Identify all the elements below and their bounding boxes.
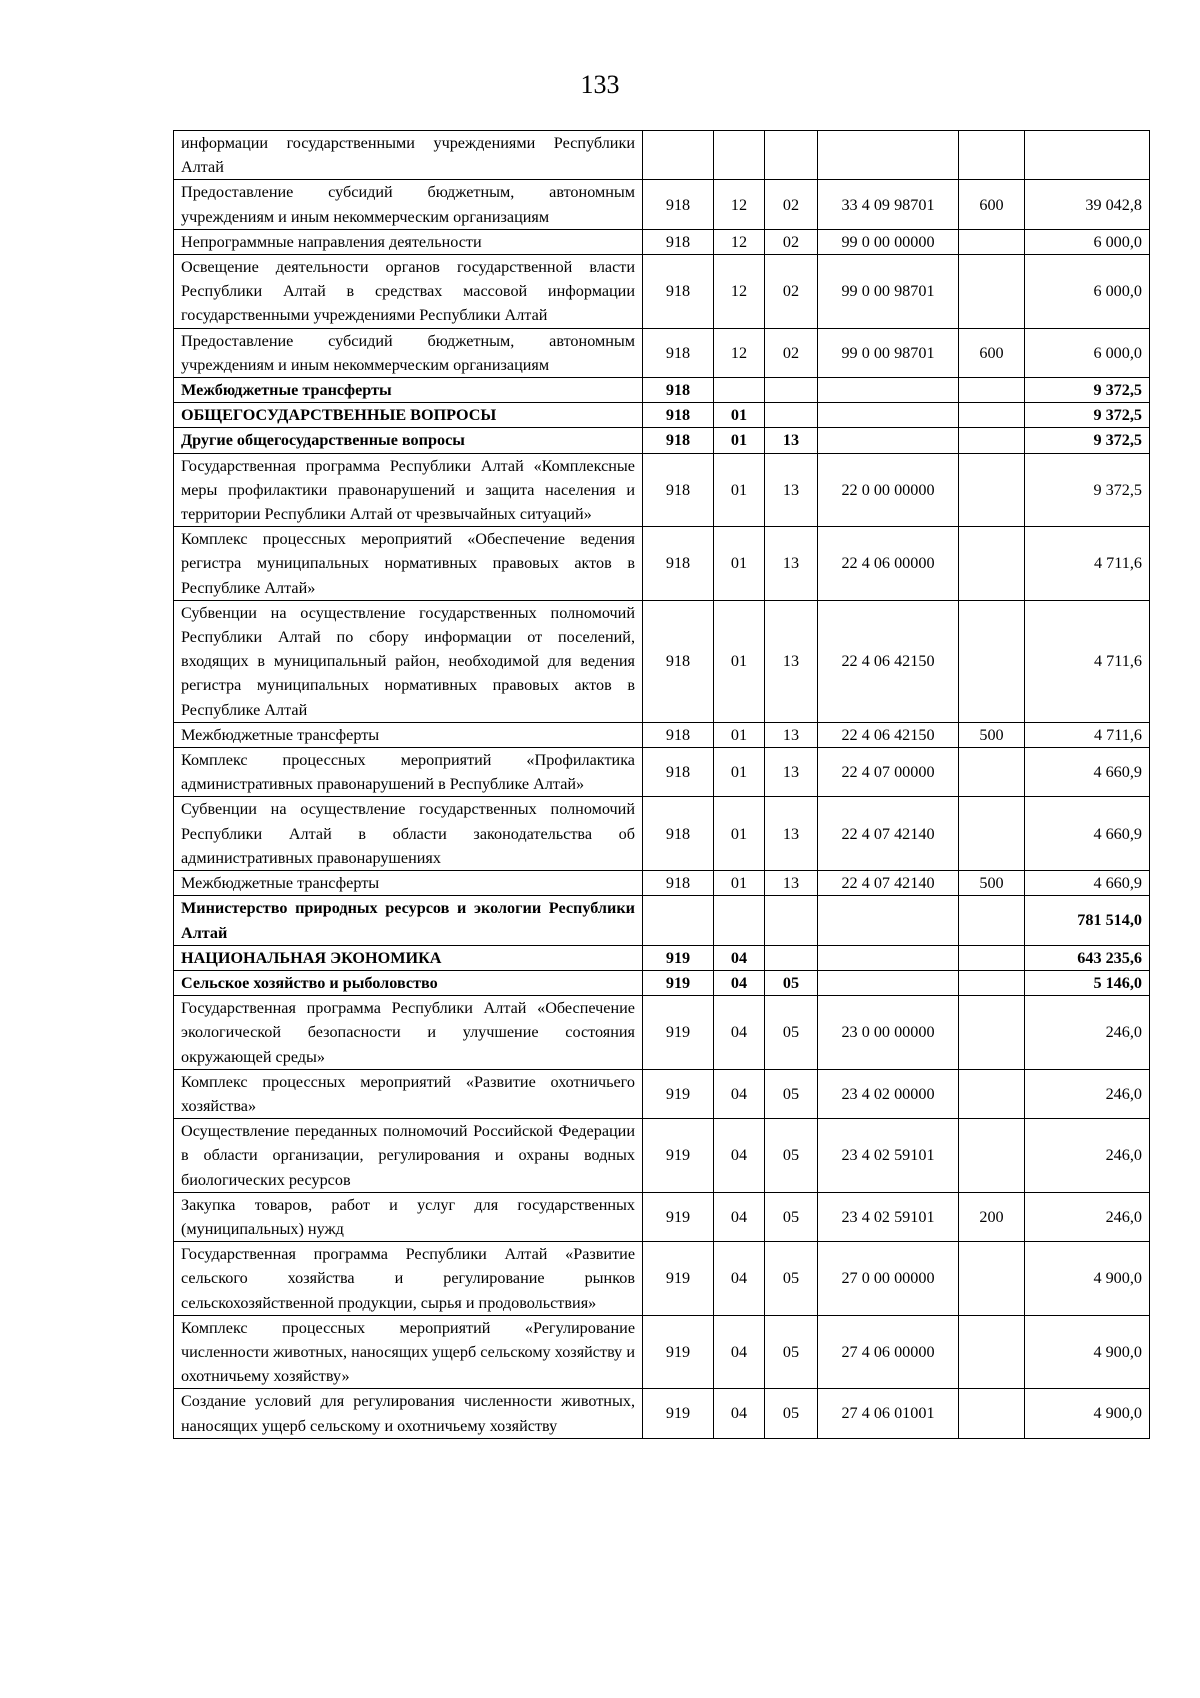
table-row (174, 1192, 1150, 1241)
target-article-cell (818, 428, 959, 453)
expense-name-cell: Осуществление переданных полномочий Российской Федерации в области организации, регулирования и охраны водных биологических ресурсов (174, 1119, 643, 1193)
table-row (174, 328, 1150, 377)
expense-name-cell: Государственная программа Республики Алтай «Развитие сельского хозяйства и регулирование рынков сельскохозяйственной продукции, сырья и продовольствия» (174, 1242, 643, 1316)
ministry-code-cell: 919 (643, 1192, 714, 1241)
ministry-code-cell: 918 (643, 527, 714, 601)
expense-type-cell (959, 1315, 1025, 1389)
section-code-cell: 04 (714, 970, 765, 995)
ministry-code-cell: 918 (643, 453, 714, 527)
subsection-code-cell: 05 (765, 1242, 818, 1316)
expense-type-cell (959, 748, 1025, 797)
expense-type-cell: 500 (959, 722, 1025, 747)
ministry-code-cell: 918 (643, 748, 714, 797)
subsection-code-cell: 05 (765, 1192, 818, 1241)
section-code-cell (714, 896, 765, 945)
expense-type-cell (959, 403, 1025, 428)
subsection-code-cell: 05 (765, 1389, 818, 1438)
table-row (174, 453, 1150, 527)
expense-name-cell: Предоставление субсидий бюджетным, автономным учреждениям и иным некоммерческим организациям (174, 328, 643, 377)
ministry-code-cell: 919 (643, 1069, 714, 1118)
expense-name-cell: Освещение деятельности органов государственной власти Республики Алтай в средствах массовой информации государственными учреждениями Республики Алтай (174, 255, 643, 329)
expense-type-cell (959, 1242, 1025, 1316)
table-row (174, 722, 1150, 747)
section-code-cell: 04 (714, 1069, 765, 1118)
section-code-cell: 01 (714, 722, 765, 747)
amount-cell: 4 900,0 (1025, 1315, 1150, 1389)
ministry-code-cell: 919 (643, 1389, 714, 1438)
expense-name-cell: Непрограммные направления деятельности (174, 229, 643, 254)
subsection-code-cell: 02 (765, 328, 818, 377)
table-row (174, 896, 1150, 945)
ministry-code-cell (643, 896, 714, 945)
table-row (174, 1069, 1150, 1118)
table-row (174, 1315, 1150, 1389)
amount-cell: 9 372,5 (1025, 403, 1150, 428)
target-article-cell: 99 0 00 00000 (818, 229, 959, 254)
amount-cell: 4 711,6 (1025, 600, 1150, 722)
table-row (174, 748, 1150, 797)
expense-name-cell: Государственная программа Республики Алтай «Обеспечение экологической безопасности и улучшение состояния окружающей среды» (174, 996, 643, 1070)
target-article-cell: 22 4 07 42140 (818, 797, 959, 871)
expense-type-cell (959, 428, 1025, 453)
table-row (174, 527, 1150, 601)
expense-name-cell: ОБЩЕГОСУДАРСТВЕННЫЕ ВОПРОСЫ (174, 403, 643, 428)
ministry-code-cell: 918 (643, 871, 714, 896)
amount-cell: 4 900,0 (1025, 1389, 1150, 1438)
target-article-cell: 27 4 06 01001 (818, 1389, 959, 1438)
subsection-code-cell: 13 (765, 871, 818, 896)
subsection-code-cell: 02 (765, 180, 818, 229)
ministry-code-cell: 918 (643, 378, 714, 403)
expense-name-cell: Комплекс процессных мероприятий «Профилактика административных правонарушений в Республике Алтай» (174, 748, 643, 797)
section-code-cell: 01 (714, 600, 765, 722)
amount-cell: 4 660,9 (1025, 797, 1150, 871)
section-code-cell: 01 (714, 428, 765, 453)
target-article-cell (818, 896, 959, 945)
section-code-cell: 01 (714, 403, 765, 428)
target-article-cell (818, 378, 959, 403)
amount-cell: 246,0 (1025, 1119, 1150, 1193)
ministry-code-cell: 918 (643, 229, 714, 254)
amount-cell: 4 900,0 (1025, 1242, 1150, 1316)
ministry-code-cell: 919 (643, 996, 714, 1070)
amount-cell: 6 000,0 (1025, 255, 1150, 329)
expense-name-cell: Закупка товаров, работ и услуг для государственных (муниципальных) нужд (174, 1192, 643, 1241)
table-row (174, 1242, 1150, 1316)
page-number: 133 (580, 70, 620, 99)
amount-cell: 9 372,5 (1025, 453, 1150, 527)
section-code-cell: 01 (714, 453, 765, 527)
expense-name-cell: Межбюджетные трансферты (174, 378, 643, 403)
table-row (174, 378, 1150, 403)
expense-type-cell: 600 (959, 180, 1025, 229)
subsection-code-cell: 13 (765, 722, 818, 747)
subsection-code-cell (765, 896, 818, 945)
subsection-code-cell: 13 (765, 600, 818, 722)
table-row (174, 1389, 1150, 1438)
table-row (174, 428, 1150, 453)
subsection-code-cell (765, 945, 818, 970)
expense-name-cell: Сельское хозяйство и рыболовство (174, 970, 643, 995)
table-row (174, 403, 1150, 428)
amount-cell: 39 042,8 (1025, 180, 1150, 229)
expense-name-cell: Субвенции на осуществление государственных полномочий Республики Алтай в области законодательства об административных правонарушениях (174, 797, 643, 871)
expense-name-cell: Комплекс процессных мероприятий «Регулирование численности животных, наносящих ущерб сельскому хозяйству и охотничьему хозяйству» (174, 1315, 643, 1389)
ministry-code-cell: 918 (643, 722, 714, 747)
expense-type-cell (959, 131, 1025, 180)
table-row (174, 945, 1150, 970)
expense-type-cell (959, 996, 1025, 1070)
subsection-code-cell: 13 (765, 748, 818, 797)
amount-cell: 781 514,0 (1025, 896, 1150, 945)
expense-name-cell: НАЦИОНАЛЬНАЯ ЭКОНОМИКА (174, 945, 643, 970)
ministry-code-cell: 919 (643, 970, 714, 995)
section-code-cell: 04 (714, 1242, 765, 1316)
ministry-code-cell: 918 (643, 180, 714, 229)
subsection-code-cell (765, 403, 818, 428)
target-article-cell: 33 4 09 98701 (818, 180, 959, 229)
ministry-code-cell: 918 (643, 328, 714, 377)
expense-name-cell: Создание условий для регулирования численности животных, наносящих ущерб сельскому и охотничьему хозяйству (174, 1389, 643, 1438)
section-code-cell: 04 (714, 1192, 765, 1241)
ministry-code-cell: 918 (643, 403, 714, 428)
section-code-cell: 12 (714, 229, 765, 254)
table-row (174, 970, 1150, 995)
table-row (174, 229, 1150, 254)
expense-name-cell: информации государственными учреждениями Республики Алтай (174, 131, 643, 180)
subsection-code-cell: 13 (765, 797, 818, 871)
amount-cell: 9 372,5 (1025, 378, 1150, 403)
section-code-cell: 04 (714, 945, 765, 970)
expense-name-cell: Министерство природных ресурсов и экологии Республики Алтай (174, 896, 643, 945)
expense-name-cell: Государственная программа Республики Алтай «Комплексные меры профилактики правонарушений и защита населения и территории Республики Алтай от чрезвычайных ситуаций» (174, 453, 643, 527)
table-row (174, 871, 1150, 896)
section-code-cell: 12 (714, 180, 765, 229)
ministry-code-cell: 919 (643, 945, 714, 970)
target-article-cell (818, 945, 959, 970)
table-row (174, 1119, 1150, 1193)
ministry-code-cell: 919 (643, 1119, 714, 1193)
table-row (174, 180, 1150, 229)
subsection-code-cell: 05 (765, 970, 818, 995)
subsection-code-cell: 13 (765, 453, 818, 527)
expense-name-cell: Межбюджетные трансферты (174, 722, 643, 747)
ministry-code-cell: 918 (643, 255, 714, 329)
expense-type-cell (959, 797, 1025, 871)
amount-cell: 246,0 (1025, 996, 1150, 1070)
section-code-cell: 01 (714, 748, 765, 797)
subsection-code-cell: 05 (765, 1119, 818, 1193)
subsection-code-cell: 02 (765, 229, 818, 254)
amount-cell: 6 000,0 (1025, 328, 1150, 377)
expense-type-cell: 200 (959, 1192, 1025, 1241)
target-article-cell: 23 4 02 00000 (818, 1069, 959, 1118)
section-code-cell: 01 (714, 797, 765, 871)
amount-cell: 5 146,0 (1025, 970, 1150, 995)
section-code-cell: 04 (714, 1119, 765, 1193)
expense-name-cell: Комплекс процессных мероприятий «Обеспечение ведения регистра муниципальных нормативных правовых актов в Республике Алтай» (174, 527, 643, 601)
expense-type-cell (959, 229, 1025, 254)
section-code-cell: 01 (714, 871, 765, 896)
ministry-code-cell: 918 (643, 600, 714, 722)
subsection-code-cell: 13 (765, 527, 818, 601)
target-article-cell: 27 0 00 00000 (818, 1242, 959, 1316)
target-article-cell: 23 4 02 59101 (818, 1119, 959, 1193)
expense-type-cell: 500 (959, 871, 1025, 896)
subsection-code-cell: 05 (765, 1069, 818, 1118)
target-article-cell (818, 970, 959, 995)
table-row (174, 797, 1150, 871)
amount-cell: 9 372,5 (1025, 428, 1150, 453)
subsection-code-cell (765, 131, 818, 180)
ministry-code-cell: 918 (643, 428, 714, 453)
table-row (174, 131, 1150, 180)
amount-cell: 6 000,0 (1025, 229, 1150, 254)
target-article-cell: 99 0 00 98701 (818, 255, 959, 329)
amount-cell: 4 660,9 (1025, 871, 1150, 896)
expense-name-cell: Субвенции на осуществление государственных полномочий Республики Алтай по сбору информации от поселений, входящих в муниципальный район, необходимой для ведения регистра муниципальных нормативных правовых актов в Республике Алтай (174, 600, 643, 722)
ministry-code-cell: 919 (643, 1242, 714, 1316)
section-code-cell: 12 (714, 328, 765, 377)
expense-type-cell (959, 896, 1025, 945)
section-code-cell: 01 (714, 527, 765, 601)
amount-cell: 4 711,6 (1025, 527, 1150, 601)
expense-type-cell (959, 527, 1025, 601)
amount-cell: 4 660,9 (1025, 748, 1150, 797)
target-article-cell: 22 0 00 00000 (818, 453, 959, 527)
expense-type-cell (959, 1069, 1025, 1118)
expense-type-cell (959, 600, 1025, 722)
section-code-cell: 12 (714, 255, 765, 329)
target-article-cell: 23 4 02 59101 (818, 1192, 959, 1241)
target-article-cell: 99 0 00 98701 (818, 328, 959, 377)
section-code-cell: 04 (714, 996, 765, 1070)
target-article-cell: 27 4 06 00000 (818, 1315, 959, 1389)
expense-name-cell: Предоставление субсидий бюджетным, автономным учреждениям и иным некоммерческим организациям (174, 180, 643, 229)
amount-cell: 643 235,6 (1025, 945, 1150, 970)
subsection-code-cell: 13 (765, 428, 818, 453)
table-row (174, 600, 1150, 722)
ministry-code-cell (643, 131, 714, 180)
target-article-cell (818, 403, 959, 428)
table-row (174, 996, 1150, 1070)
target-article-cell (818, 131, 959, 180)
expense-type-cell (959, 255, 1025, 329)
budget-table-body (174, 131, 1150, 1439)
subsection-code-cell: 05 (765, 1315, 818, 1389)
expense-name-cell: Межбюджетные трансферты (174, 871, 643, 896)
ministry-code-cell: 918 (643, 797, 714, 871)
subsection-code-cell: 05 (765, 996, 818, 1070)
section-code-cell (714, 378, 765, 403)
target-article-cell: 22 4 06 42150 (818, 722, 959, 747)
expense-type-cell (959, 378, 1025, 403)
amount-cell: 246,0 (1025, 1192, 1150, 1241)
section-code-cell (714, 131, 765, 180)
amount-cell: 246,0 (1025, 1069, 1150, 1118)
section-code-cell: 04 (714, 1315, 765, 1389)
target-article-cell: 22 4 06 42150 (818, 600, 959, 722)
subsection-code-cell (765, 378, 818, 403)
ministry-code-cell: 919 (643, 1315, 714, 1389)
target-article-cell: 22 4 06 00000 (818, 527, 959, 601)
table-row (174, 255, 1150, 329)
target-article-cell: 22 4 07 00000 (818, 748, 959, 797)
expense-name-cell: Комплекс процессных мероприятий «Развитие охотничьего хозяйства» (174, 1069, 643, 1118)
expense-name-cell: Другие общегосударственные вопросы (174, 428, 643, 453)
expense-type-cell (959, 453, 1025, 527)
expense-type-cell (959, 970, 1025, 995)
section-code-cell: 04 (714, 1389, 765, 1438)
amount-cell: 4 711,6 (1025, 722, 1150, 747)
expense-type-cell (959, 945, 1025, 970)
expense-type-cell: 600 (959, 328, 1025, 377)
amount-cell (1025, 131, 1150, 180)
expense-type-cell (959, 1119, 1025, 1193)
target-article-cell: 23 0 00 00000 (818, 996, 959, 1070)
budget-table (173, 130, 1150, 1439)
subsection-code-cell: 02 (765, 255, 818, 329)
target-article-cell: 22 4 07 42140 (818, 871, 959, 896)
expense-type-cell (959, 1389, 1025, 1438)
